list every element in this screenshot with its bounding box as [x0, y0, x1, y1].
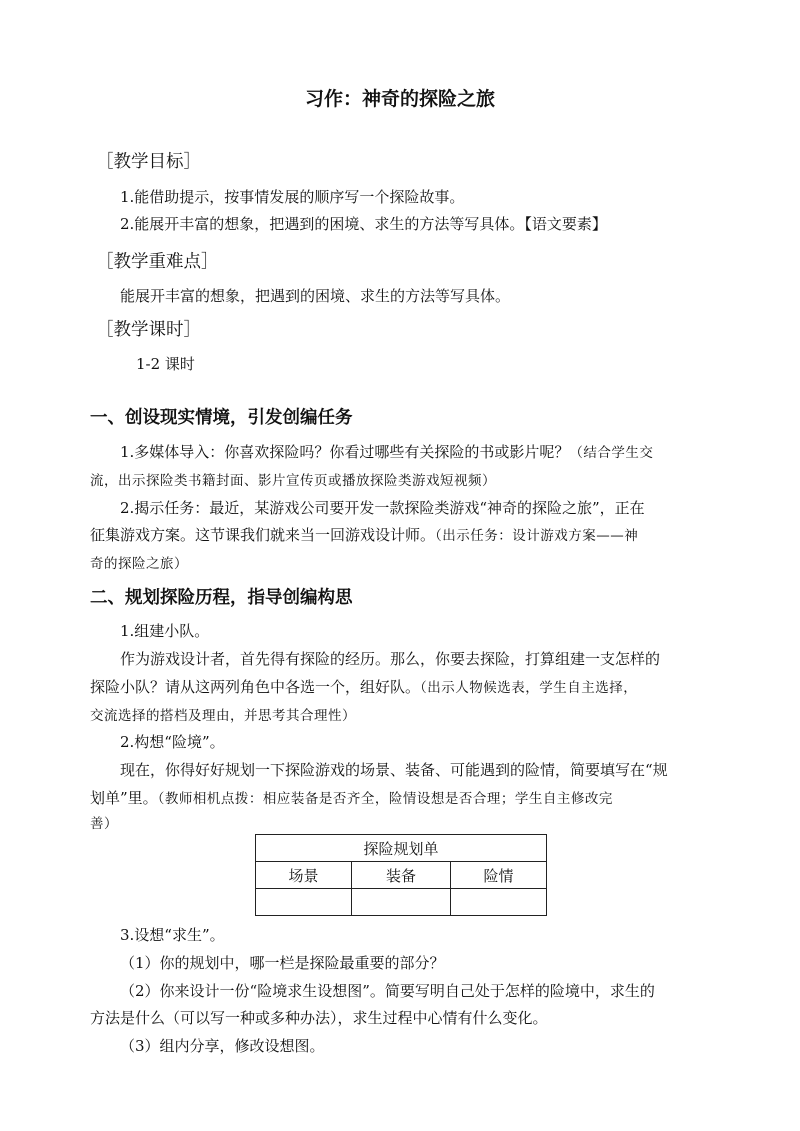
table-cell-scene	[256, 889, 352, 916]
part2-p2-note: （教师相机点拨：相应装备是否齐全，险情设想是否合理；学生自主修改完	[157, 791, 613, 807]
part1-item1-main: 1.多媒体导入：你喜欢探险吗？你看过哪些有关探险的书或影片呢？	[120, 443, 570, 461]
part2-p2-line2	[90, 787, 613, 808]
goal-item-1: 1.能借助提示，按事情发展的顺序写一个探险故事。	[120, 188, 465, 206]
part1-item2-line1: 2.揭示任务：最近，某游戏公司要开发一款探险类游戏“神奇的探险之旅”，正在	[120, 499, 645, 517]
table-header-danger: 险情	[450, 862, 546, 889]
part2-q2-line1: （2）你来设计一份“险境求生设想图”。简要写明自己处于怎样的险境中，求生的	[120, 982, 655, 1000]
goal-item-2: 2.能展开丰富的想象，把遇到的困境、求生的方法等写具体。【语文要素】	[120, 215, 607, 233]
table-cell-danger	[450, 889, 546, 916]
document-title: 习作：神奇的探险之旅	[304, 88, 495, 110]
table-cell-equipment	[352, 889, 451, 916]
part1-item2-note: （出示任务：设计游戏方案——神	[435, 528, 639, 544]
part1-item2-main: 征集游戏方案。这节课我们就来当一回游戏设计师。	[90, 526, 436, 544]
table-header-scene: 场景	[256, 862, 352, 889]
part1-item1-note-b: 流，出示探险类书籍封面、影片宣传页或播放探险类游戏短视频）	[90, 473, 496, 489]
part2-p1-line1: 作为游戏设计者，首先得有探险的经历。那么，你要去探险，打算组建一支怎样的	[120, 650, 661, 668]
section-teaching-goals: ［教学目标］	[96, 152, 201, 172]
part1-item2-line2	[90, 524, 638, 545]
part2-p2-line1: 现在，你得好好规划一下探险游戏的场景、装备、可能遇到的险情，简要填写在“规	[120, 761, 668, 779]
section-teaching-hours: ［教学课时］	[96, 320, 201, 340]
part2-q3: （3）组内分享，修改设想图。	[120, 1037, 325, 1055]
part1-item2-note-cont: 奇的探险之旅）	[90, 556, 188, 572]
part1-item1-line1	[120, 441, 653, 462]
part1-heading: 一、创设现实情境，引发创编任务	[90, 408, 353, 428]
part2-heading: 二、规划探险历程，指导创编构思	[90, 588, 353, 608]
teaching-hours-text: 1-2 课时	[136, 355, 195, 373]
key-points-text: 能展开丰富的想象，把遇到的困境、求生的方法等写具体。	[120, 287, 511, 305]
part2-p1-main: 探险小队？请从这两列角色中各选一个，组好队。	[90, 678, 421, 696]
part2-step1: 1.组建小队。	[120, 622, 210, 640]
table-header-equipment: 装备	[352, 862, 451, 889]
part2-q2-line2: 方法是什么（可以写一种或多种办法），求生过程中心情有什么变化。	[90, 1009, 548, 1027]
part2-p1-line2	[90, 676, 637, 697]
part2-p1-note: （出示人物候选表，学生自主选择，	[420, 680, 638, 696]
part2-p1-note-cont: 交流选择的搭档及理由，并思考其合理性）	[90, 708, 356, 724]
part2-step3: 3.设想“求生”。	[120, 926, 225, 944]
part2-p2-note-cont: 善）	[90, 816, 118, 832]
part2-q1: （1）你的规划中，哪一栏是探险最重要的部分？	[120, 954, 445, 972]
part2-p2-main: 划单”里。	[90, 789, 158, 807]
part1-item1-note-a: （结合学生交	[569, 445, 654, 461]
section-key-points: ［教学重难点］	[96, 252, 219, 272]
part2-step2: 2.构想“险境”。	[120, 733, 225, 751]
planning-table	[255, 834, 547, 916]
planning-table-caption: 探险规划单	[256, 835, 547, 862]
